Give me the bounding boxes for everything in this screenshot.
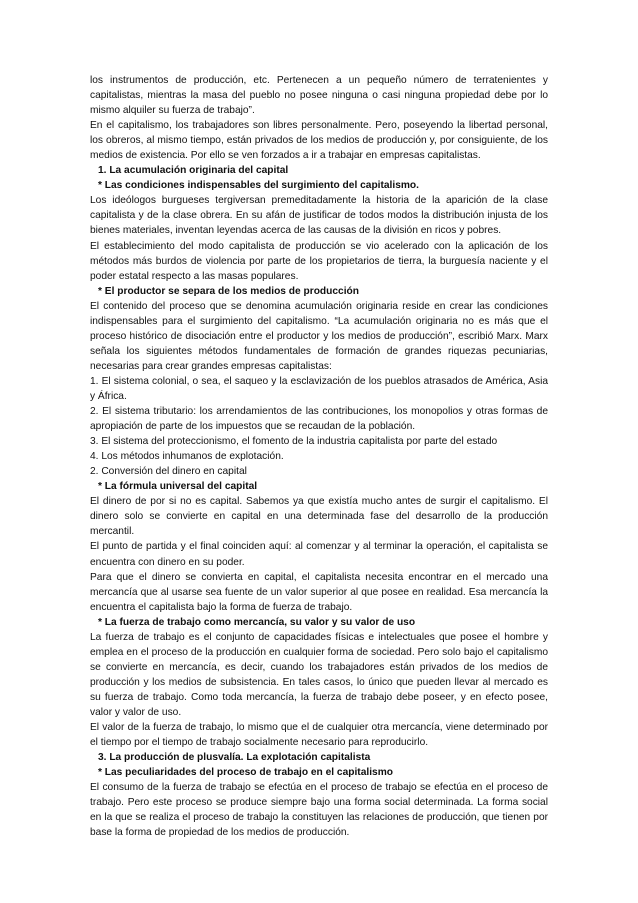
paragraph: El punto de partida y el final coinciden aquí: al comenzar y al terminar la operación, el capitalista se encuentra con dinero en su poder. <box>90 541 548 568</box>
paragraph: El establecimiento del modo capitalista de producción se vio acelerado con la aplicación de los métodos más burdos de violencia por parte de los propietarios de tierra, la burguesía naciente y el poder estatal respecto a las masas populares. <box>90 240 548 282</box>
section-heading: * La fórmula universal del capital <box>98 481 258 493</box>
paragraph: El consumo de la fuerza de trabajo se efectúa en el proceso de trabajo se efectúa en el proceso de trabajo. Pero este proceso se produce siempre bajo una forma social determinada. La forma social en la que se realiza el proceso de trabajo la constituyen las relaciones de producción, que tienen por base la forma de propiedad de los medios de producción. <box>90 782 548 839</box>
paragraph: El valor de la fuerza de trabajo, lo mismo que el de cualquier otra mercancía, viene determinado por el tiempo por el tiempo de trabajo socialmente necesario para reproducirlo. <box>90 722 548 749</box>
paragraph: Los ideólogos burgueses tergiversan premeditadamente la historia de la aparición de la clase capitalista y de la clase obrera. En su afán de justificar de todos modos la distribución injusta de los bienes materiales, inventan leyendas acerca de las causas de la división en ricos y pobres. <box>90 195 548 237</box>
section-heading: 1. La acumulación originaria del capital <box>98 165 289 177</box>
paragraph: La fuerza de trabajo es el conjunto de capacidades físicas e intelectuales que posee el hombre y emplea en el proceso de la producción en cualquier forma de sociedad. Pero solo bajo el capitalismo se convierte en mercancía, es decir, cuando los trabajadores están privados de los medios de producción y los medios de subsistencia. En tales casos, lo único que pueden llevar al mercado es su fuerza de trabajo. Como toda mercancía, la fuerza de trabajo debe poseer, y en efecto posee, valor y valor de uso. <box>90 631 548 718</box>
paragraph: 2. Conversión del dinero en capital <box>90 466 247 478</box>
paragraph: los instrumentos de producción, etc. Pertenecen a un pequeño número de terratenientes y capitalistas, mientras la masa del pueblo no posee ninguna o casi ninguna propiedad debe por lo mismo alquiler su fuerza de trabajo”. <box>90 75 548 117</box>
paragraph: 4. Los métodos inhumanos de explotación. <box>90 451 284 463</box>
document-page <box>90 73 548 840</box>
section-heading: * La fuerza de trabajo como mercancía, su valor y su valor de uso <box>98 616 416 628</box>
section-heading: * Las condiciones indispensables del surgimiento del capitalismo. <box>98 180 419 192</box>
section-heading: 3. La producción de plusvalía. La explotación capitalista <box>98 752 371 764</box>
paragraph: 1. El sistema colonial, o sea, el saqueo y la esclavización de los pueblos atrasados de América, Asia y África. <box>90 375 548 402</box>
paragraph: Para que el dinero se convierta en capital, el capitalista necesita encontrar en el mercado una mercancía que al usarse sea fuente de un valor superior al que posee en realidad. Esa mercancía la encuentra el capitalista bajo la forma de fuerza de trabajo. <box>90 571 548 613</box>
paragraph: El contenido del proceso que se denomina acumulación originaria reside en crear las condiciones indispensables para el surgimiento del capitalismo. “La acumulación originaria no es más que el proceso histórico de disociación entre el productor y los medios de producción”, escribió Marx. Marx señala los siguientes métodos fundamentales de formación de grandes riquezas pecuniarias, necesarias para crear grandes empresas capitalistas: <box>90 300 548 372</box>
paragraph: El dinero de por si no es capital. Sabemos ya que existía mucho antes de surgir el capitalismo. El dinero solo se convierte en capital en una determinada fase del desarrollo de la producción mercantil. <box>90 496 548 538</box>
paragraph: En el capitalismo, los trabajadores son libres personalmente. Pero, poseyendo la libertad personal, los obreros, al mismo tiempo, están privados de los medios de producción y, por consiguiente, de los medios de existencia. Por ello se ven forzados a ir a trabajar en empresas capitalistas. <box>90 120 548 162</box>
paragraph: 3. El sistema del proteccionismo, el fomento de la industria capitalista por parte del estado <box>90 436 498 448</box>
section-heading: * Las peculiaridades del proceso de trabajo en el capitalismo <box>98 767 393 779</box>
paragraph: 2. El sistema tributario: los arrendamientos de las contribuciones, los monopolios y otras formas de apropiación de parte de los impuestos que se recaudan de la población. <box>90 406 548 433</box>
section-heading: * El productor se separa de los medios de producción <box>98 285 359 297</box>
